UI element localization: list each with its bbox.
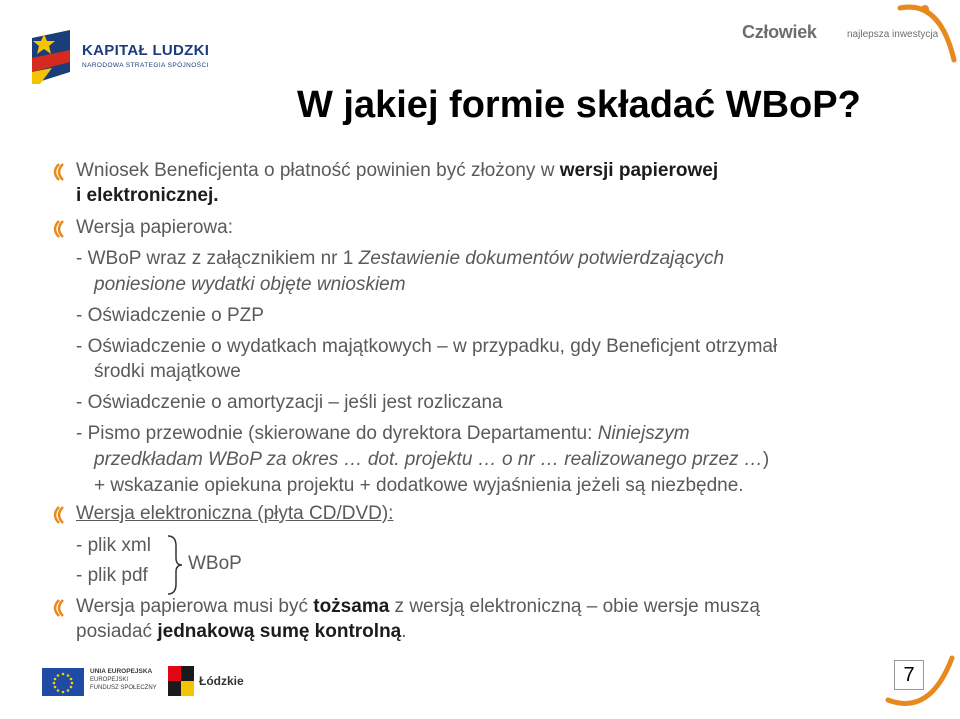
electronic-item-pdf: - plik pdf <box>76 565 148 586</box>
eu-label-line-3: FUNDUSZ SPOŁECZNY <box>90 685 157 691</box>
eu-flag-icon <box>42 668 84 696</box>
electronic-item-xml: - plik xml <box>76 535 151 556</box>
kapital-ludzki-subtitle: NARODOWA STRATEGIA SPÓJNOŚCI <box>82 62 209 69</box>
paper-version-heading: Wersja papierowa: <box>76 217 234 238</box>
bullet-icon <box>50 506 64 524</box>
lodzkie-label: Łódzkie <box>199 674 244 688</box>
eu-label-line-1: UNIA EUROPEJSKA <box>90 668 153 675</box>
bullet-icon <box>50 599 64 617</box>
electronic-version-heading: Wersja elektroniczna (płyta CD/DVD): <box>76 503 394 524</box>
paper-item-4: - Oświadczenie o amortyzacji – jeśli jest rozliczana <box>76 392 503 413</box>
paper-item-5-line-1: - Pismo przewodnie (skierowane do dyrektora Departamentu: Niniejszym <box>76 423 690 444</box>
paper-item-2: - Oświadczenie o PZP <box>76 305 264 326</box>
paper-item-3-line-1: - Oświadczenie o wydatkach majątkowych – w przypadku, gdy Beneficjent otrzymał <box>76 336 778 357</box>
lodzkie-logo-icon <box>168 666 194 696</box>
bullet-4-line-1: Wersja papierowa musi być tożsama z wersją elektroniczną – obie wersje muszą <box>76 596 760 617</box>
page-number: 7 <box>903 664 915 686</box>
eu-label-line-2: EUROPEJSKI <box>90 677 129 683</box>
paper-item-1-line-2: poniesione wydatki objęte wnioskiem <box>94 274 406 295</box>
paper-item-5-line-3: + wskazanie opiekuna projektu + dodatkowe wyjaśnienia jeżeli są niezbędne. <box>94 475 744 496</box>
electronic-group-label: WBoP <box>188 553 242 574</box>
curly-brace-icon <box>164 534 184 596</box>
kapital-ludzki-logo-icon <box>30 28 72 86</box>
czlowiek-logo-title: Człowiek <box>742 22 817 42</box>
bullet-1-line-1: Wniosek Beneficjenta o płatność powinien być złożony w wersji papierowej <box>76 160 719 181</box>
czlowiek-logo-subtitle: najlepsza inwestycja <box>847 29 939 40</box>
kapital-ludzki-title: KAPITAŁ LUDZKI <box>82 42 210 59</box>
bullet-icon <box>50 163 64 181</box>
bullet-1-line-2: i elektronicznej. <box>76 185 219 206</box>
bullet-4-line-2: posiadać jednakową sumę kontrolną. <box>76 621 407 642</box>
paper-item-5-line-2: przedkładam WBoP za okres … dot. projektu … o nr … realizowanego przez …) <box>94 449 770 470</box>
bullet-icon <box>50 220 64 238</box>
orange-arc-decoration-icon <box>880 0 960 70</box>
slide-title: W jakiej formie składać WBoP? <box>297 84 861 126</box>
paper-item-3-line-2: środki majątkowe <box>94 361 241 382</box>
paper-item-1-line-1: - WBoP wraz z załącznikiem nr 1 Zestawienie dokumentów potwierdzających <box>76 248 725 269</box>
